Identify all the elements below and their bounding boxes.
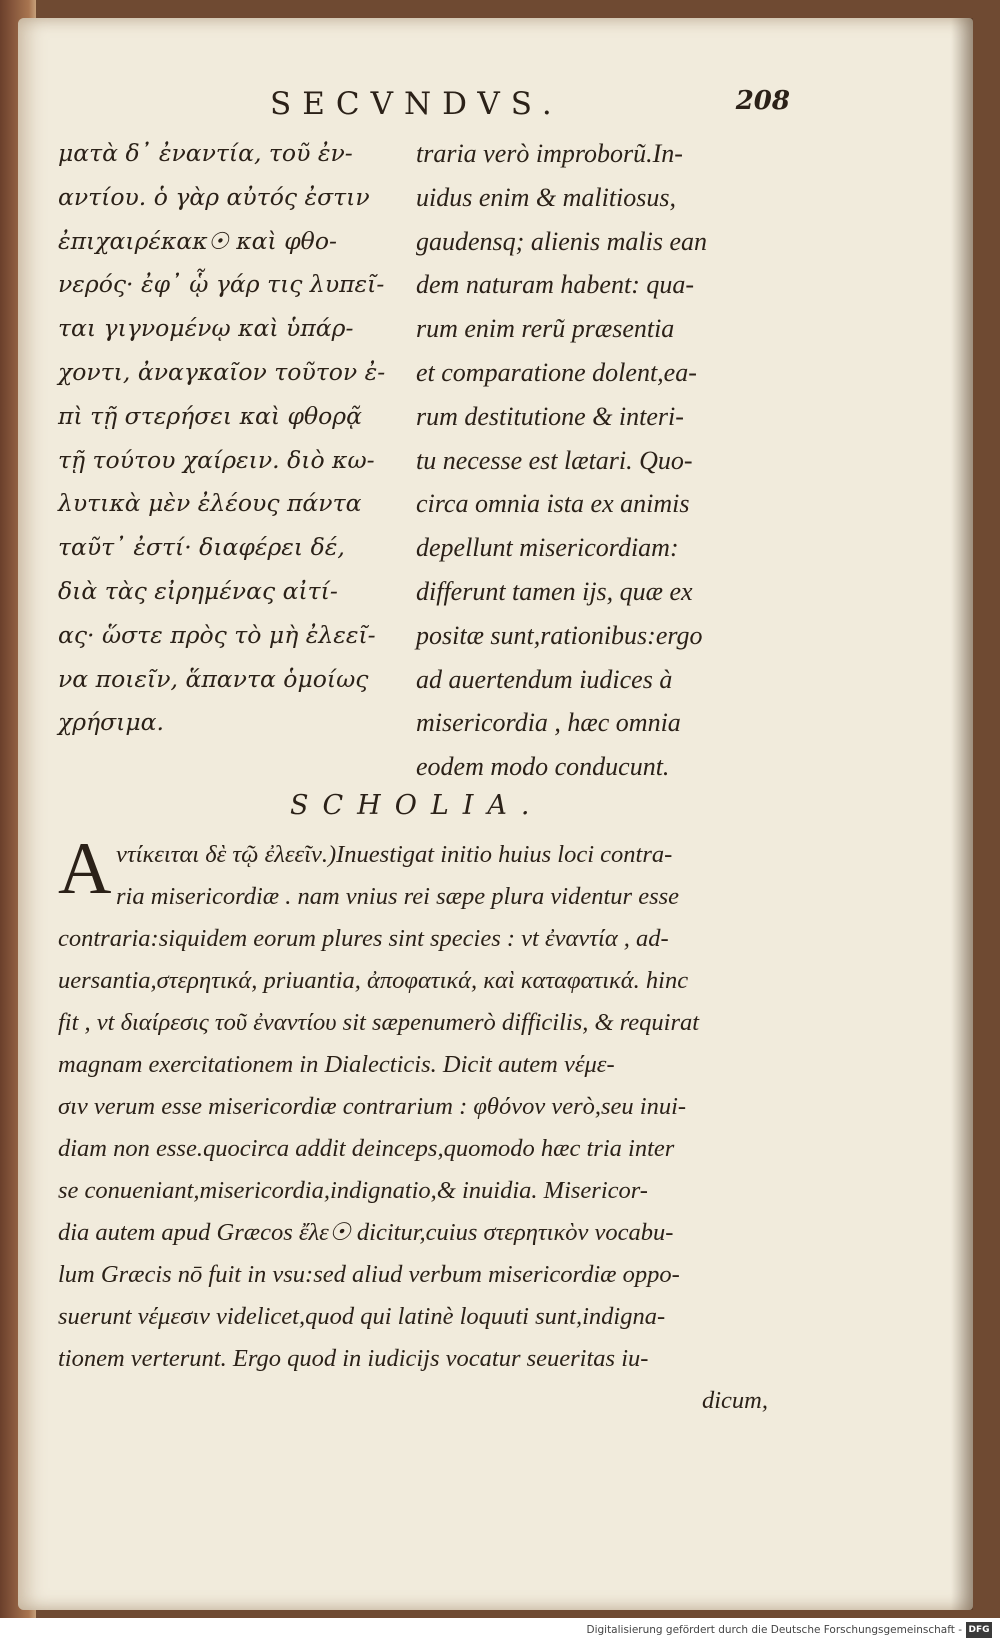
latin-text-line: tu necesse est lætari. Quo- — [416, 445, 693, 475]
scholia-text-line: tionem verterunt. Ergo quod in iudicijs vocatur seueritas iu- — [58, 1345, 649, 1372]
scholia-text-line: contraria:siquidem eorum plures sint species : vt ἐναντία , ad- — [58, 925, 669, 952]
latin-text-line: ad auertendum iudices à — [416, 664, 673, 694]
greek-text-line: τῇ τούτου χαίρειν. διὸ κω- — [58, 445, 375, 474]
latin-text-line: uidus enim & malitiosus, — [416, 182, 677, 212]
scholia-text-line: σιν verum esse misericordiæ contrarium : φθόνον verò,seu inui- — [58, 1093, 687, 1120]
scholia-text — [58, 828, 800, 1422]
page-edge-shadow — [951, 18, 973, 1610]
greek-text-line: διὰ τὰς εἰρημένας αἰτί- — [58, 576, 338, 605]
greek-text-line: αντίου. ὁ γὰρ αὐτός ἐστιν — [58, 182, 370, 211]
running-title: SECVNDVS. — [270, 86, 563, 122]
greek-text-line: ματὰ δ᾽ ἐναντία, τοῦ ἐν- — [58, 139, 353, 167]
greek-text-line: να ποιεῖν, ἅπαντα ὁμοίως — [58, 664, 369, 693]
scholia-text-line: suerunt νέμεσιν videlicet,quod qui latinè loquuti sunt,indigna- — [58, 1303, 666, 1330]
scholia-text-line: ria misericordiæ . nam vnius rei sæpe plura videntur esse — [116, 883, 680, 910]
latin-text-line: et comparatione dolent,ea- — [416, 357, 697, 387]
latin-text-line: dem naturam habent: qua- — [416, 270, 695, 300]
scholia-text-line: uersantia,στερητικά, priuantia, ἀποφατικά, καὶ καταφατικά. hinc — [58, 967, 689, 994]
scholia-text-line: diam non esse.quocirca addit deinceps,quomodo hæc tria inter — [58, 1135, 675, 1162]
greek-text-line: ας· ὥστε πρὸς τὸ μὴ ἐλεεῖ- — [58, 620, 376, 649]
dfg-logo: DFG — [966, 1622, 992, 1638]
running-head — [270, 86, 790, 132]
greek-text-line: ται γιγνομένῳ καὶ ὑπάρ- — [58, 314, 354, 343]
latin-text-line: gaudensq; alienis malis ean — [416, 226, 708, 256]
greek-text-line: λυτικὰ μὲν ἐλέους πάντα — [58, 489, 362, 518]
scholia-heading: SCHOLIA. — [290, 790, 544, 821]
latin-text-line: misericordia , hæc omnia — [416, 708, 681, 738]
scholia-text-line: magnam exercitationem in Dialecticis. Dicit autem νέμε- — [58, 1051, 615, 1078]
greek-column — [58, 132, 398, 745]
latin-text-line: positæ sunt,rationibus:ergo — [416, 620, 703, 650]
greek-text-line: χοντι, ἀναγκαῖον τοῦτον ἐ- — [58, 357, 386, 386]
scholia-text-line: lum Græcis nō fuit in vsu:sed aliud verbum misericordiæ oppo- — [58, 1261, 680, 1288]
footer-bar — [0, 1618, 1000, 1645]
greek-text-line: ἐπιχαιρέκακ☉ καὶ φθο- — [58, 226, 337, 255]
folio-number: 208 — [735, 86, 790, 116]
latin-text-line: rum enim rerũ præsentia — [416, 314, 675, 344]
funding-credit: Digitalisierung gefördert durch die Deutsche Forschungsgemeinschaft - — [586, 1624, 962, 1636]
greek-text-line: χρήσιμα. — [58, 708, 165, 737]
greek-text-line: ταῦτ᾽ ἐστί· διαφέρει δέ, — [58, 533, 345, 562]
greek-text-line: πὶ τῇ στερήσει καὶ φθορᾷ — [58, 401, 362, 430]
latin-text-line: eodem modo conducunt. — [416, 752, 670, 782]
scholia-text-line: se conueniant,misericordia,indignatio,& inuidia. Misericor- — [58, 1177, 648, 1204]
scholia-text-line: dia autem apud Græcos ἔλε☉ dicitur,cuius στερητικὸν vocabu- — [58, 1219, 674, 1246]
scholia-text-line: ντίκειται δὲ τῷ ἐλεεῖν.)Inuestigat initio huius loci contra- — [116, 841, 673, 868]
drop-capital: A — [58, 828, 112, 910]
latin-column — [416, 132, 786, 789]
scholia-text-line: dicum, — [702, 1387, 768, 1414]
greek-text-line: νερός· ἐφ᾽ ᾧ γάρ τις λυπεῖ- — [58, 270, 385, 299]
latin-text-line: traria verò improborũ.In- — [416, 139, 683, 168]
latin-text-line: differunt tamen ijs, quæ ex — [416, 576, 693, 606]
latin-text-line: depellunt misericordiam: — [416, 533, 679, 563]
latin-text-line: rum destitutione & interi- — [416, 401, 684, 431]
scholia-text-line: fit , vt διαίρεσις τοῦ ἐναντίου sit sæpenumerò difficilis, & requirat — [58, 1009, 700, 1036]
latin-text-line: circa omnia ista ex animis — [416, 489, 690, 519]
